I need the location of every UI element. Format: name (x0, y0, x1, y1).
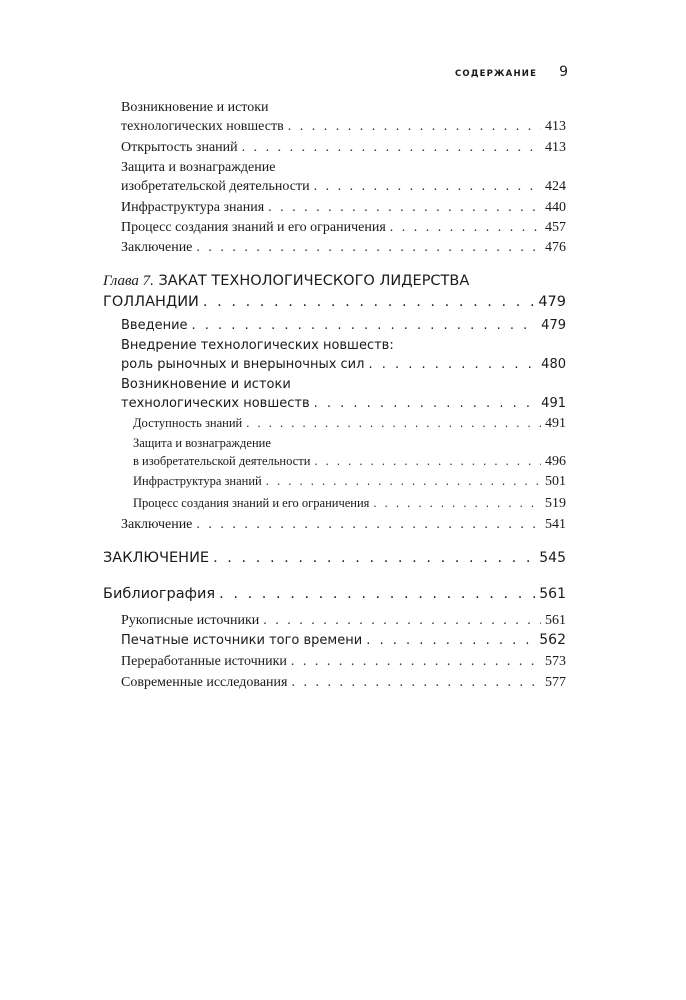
toc-entry-title: технологических новшеств (121, 119, 284, 134)
toc-entry-title: Введение (121, 318, 188, 333)
toc-entry-title: Печатные источники того времени (121, 633, 363, 648)
leader-dots (196, 238, 541, 257)
page-number: 9 (559, 64, 568, 80)
leader-dots (213, 548, 535, 569)
chapter-prefix: Глава 7. (103, 273, 154, 289)
toc-page-number: 476 (545, 240, 566, 255)
toc-subentry[interactable] (133, 472, 566, 491)
toc-entry-title: Внедрение технологических новшеств: (121, 338, 394, 353)
toc-entry-title: Процесс создания знаний и его ограничения (121, 220, 386, 235)
toc-entry-title: изобретательской деятельности (121, 179, 310, 194)
toc-entry-title: Защита и вознаграждение (133, 436, 271, 450)
toc-entry[interactable] (121, 611, 566, 630)
toc-page-number: 413 (545, 140, 566, 155)
toc-entry-title: Возникновение и истоки (121, 377, 291, 392)
leader-dots (246, 414, 541, 432)
toc-page-number: 491 (545, 416, 566, 431)
toc-page-number: 561 (545, 613, 566, 628)
leader-dots (314, 177, 541, 196)
part-title: ЗАКЛЮЧЕНИЕ (103, 550, 210, 566)
toc-entry-title: Процесс создания знаний и его ограничения (133, 496, 370, 510)
toc-entry[interactable] (121, 375, 566, 413)
toc-entry-title: Современные исследования (121, 675, 288, 690)
leader-dots (373, 494, 541, 512)
leader-dots (196, 515, 541, 534)
toc-entry-title: Заключение (121, 517, 193, 532)
toc-page-number: 577 (545, 675, 566, 690)
toc-entry-title: Инфраструктура знаний (133, 474, 262, 488)
leader-dots (291, 673, 541, 692)
toc-page-number: 501 (545, 474, 566, 489)
leader-dots (266, 472, 541, 490)
toc-entry[interactable] (121, 138, 566, 157)
toc-entry-title: в изобретательской деятельности (133, 454, 311, 468)
toc-entry[interactable] (121, 98, 566, 136)
toc-page-number: 496 (545, 454, 566, 469)
toc-entry-title: роль рыночных и внерыночных сил (121, 357, 365, 372)
toc-page-number: 424 (545, 179, 566, 194)
toc-chapter-7[interactable] (103, 271, 566, 313)
toc-page-number: 541 (545, 517, 566, 532)
leader-dots (291, 652, 541, 671)
toc-entry-title: технологических новшеств (121, 396, 310, 411)
toc-entry[interactable] (121, 652, 566, 671)
leader-dots (368, 355, 537, 374)
toc-page-number: 519 (545, 496, 566, 511)
toc-page-number: 413 (545, 119, 566, 134)
leader-dots (268, 198, 541, 217)
toc-page-number: 545 (539, 550, 566, 566)
toc-entry-title: Защита и вознаграждение (121, 160, 276, 175)
toc-entry-title: Рукописные источники (121, 613, 260, 628)
toc-part-conclusion[interactable] (103, 548, 566, 569)
toc-part-bibliography[interactable] (103, 584, 566, 605)
leader-dots (263, 611, 541, 630)
toc-subentry[interactable] (133, 494, 566, 513)
toc-entry-title: Возникновение и истоки (121, 100, 269, 115)
toc-page-number: 480 (541, 357, 566, 372)
toc-page-number: 562 (539, 632, 566, 648)
chapter-title: ГОЛЛАНДИИ (103, 294, 199, 310)
toc-subentry[interactable] (133, 434, 566, 471)
toc-entry[interactable] (121, 158, 566, 196)
toc-page-number: 573 (545, 654, 566, 669)
toc-page-number: 491 (541, 396, 566, 411)
toc-entry-title: Доступность знаний (133, 416, 243, 430)
leader-dots (203, 292, 534, 313)
leader-dots (288, 117, 541, 136)
toc-entry-title: Заключение (121, 240, 193, 255)
toc-entry[interactable] (121, 673, 566, 692)
leader-dots (314, 394, 538, 413)
toc-subentry[interactable] (133, 414, 566, 433)
page-header (455, 64, 568, 80)
toc-entry[interactable] (121, 316, 566, 335)
leader-dots (242, 138, 541, 157)
leader-dots (192, 316, 538, 335)
toc-entry[interactable] (121, 218, 566, 237)
leader-dots (314, 452, 541, 470)
toc-entry[interactable] (121, 515, 566, 534)
toc-page-number: 457 (545, 220, 566, 235)
leader-dots (219, 584, 535, 605)
toc-page-number: 479 (538, 294, 566, 310)
toc-page-number: 561 (539, 586, 566, 602)
toc-entry-title: Открытость знаний (121, 140, 238, 155)
part-title: Библиография (103, 586, 216, 602)
leader-dots (390, 218, 541, 237)
toc-page-number: 440 (545, 200, 566, 215)
toc-entry-title: Переработанные источники (121, 654, 287, 669)
leader-dots (366, 631, 535, 650)
toc-entry[interactable] (121, 198, 566, 217)
toc-entry[interactable] (121, 238, 566, 257)
running-head: СОДЕРЖАНИЕ (454, 69, 538, 79)
toc-entry[interactable] (121, 631, 566, 650)
toc-page-number: 479 (541, 318, 566, 333)
toc-entry[interactable] (121, 336, 566, 374)
toc-entry-title: Инфраструктура знания (121, 200, 265, 215)
chapter-title: ЗАКАТ ТЕХНОЛОГИЧЕСКОГО ЛИДЕРСТВА (158, 273, 470, 289)
